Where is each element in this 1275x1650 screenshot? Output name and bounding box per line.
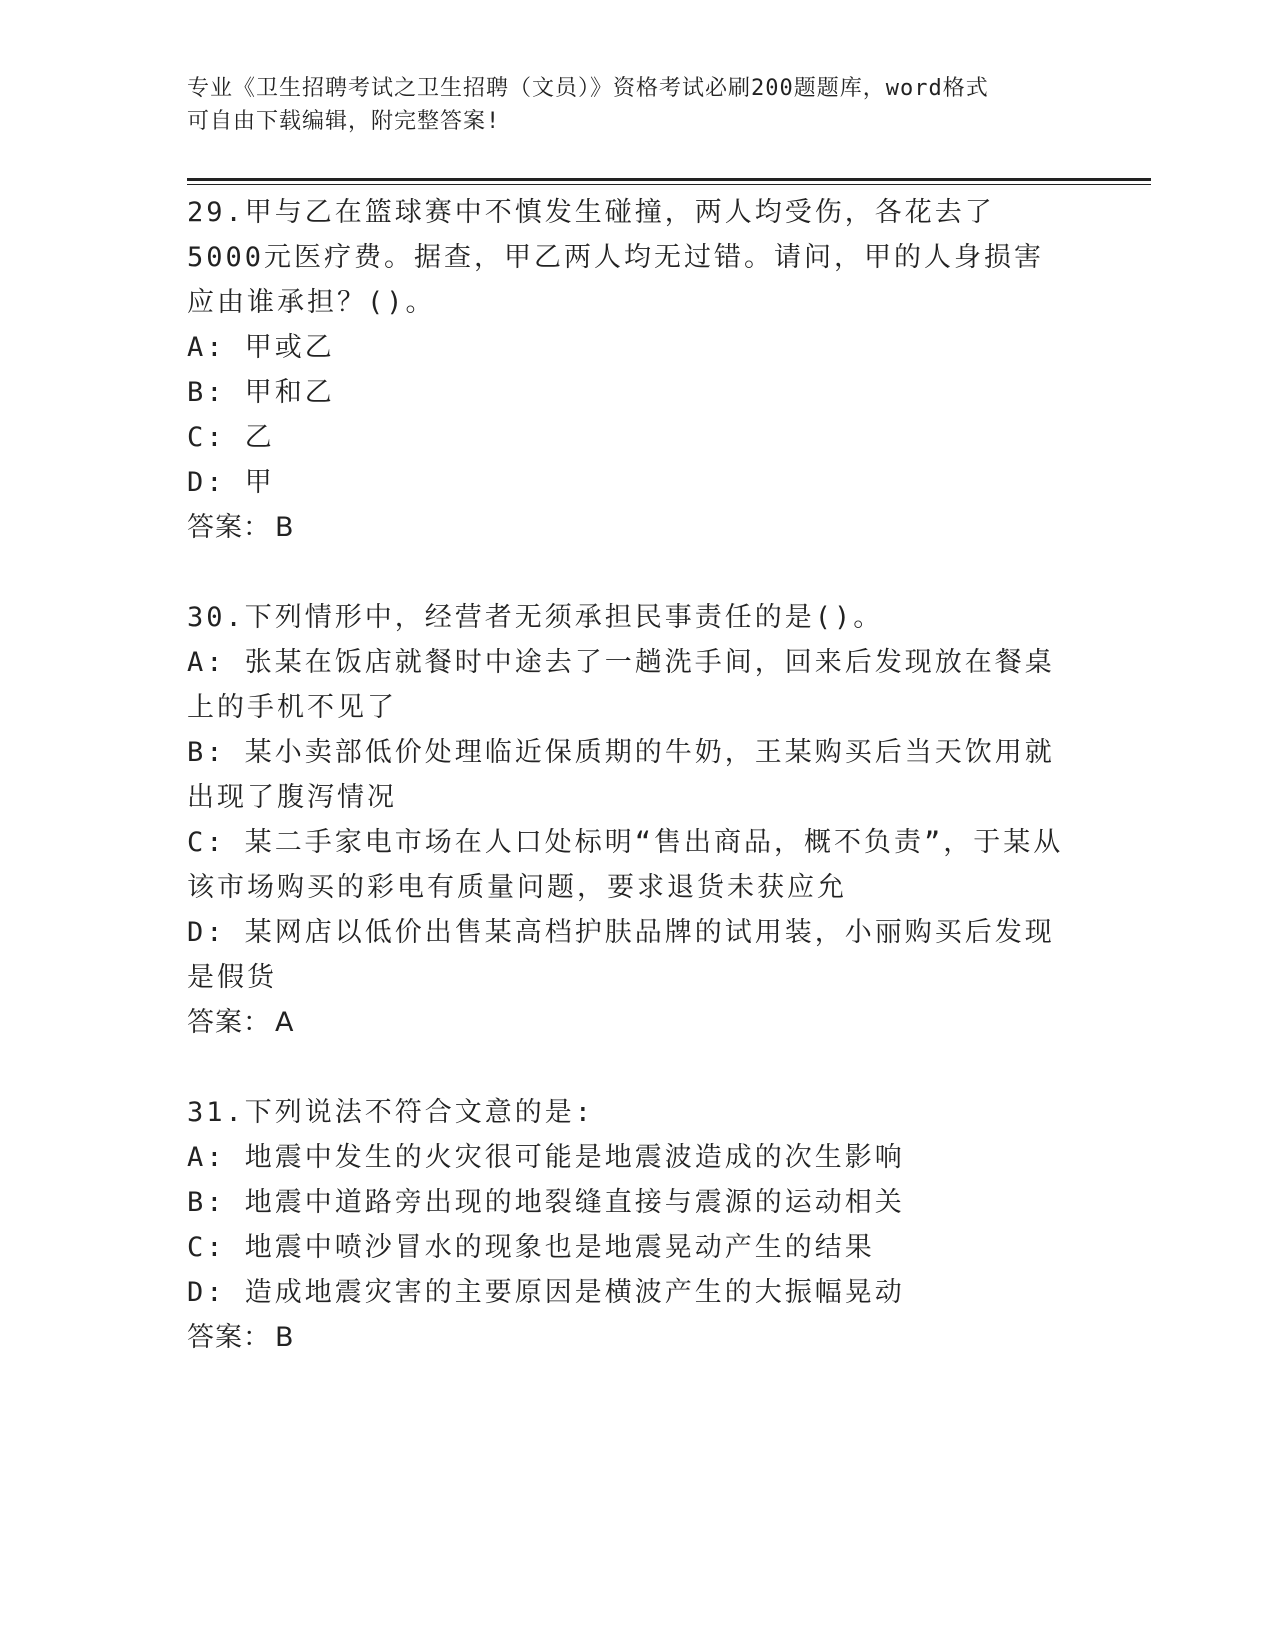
answer-label: 答案： xyxy=(187,1322,271,1353)
answer-line xyxy=(187,1315,1067,1360)
option-b: B: 地震中道路旁出现的地裂缝直接与震源的运动相关 xyxy=(187,1187,905,1218)
question-list xyxy=(187,190,1067,1405)
question-29 xyxy=(187,190,1067,550)
answer-value: B xyxy=(275,1322,295,1353)
question-stem: 29.甲与乙在篮球赛中不慎发生碰撞，两人均受伤，各花去了5000元医疗费。据查，甲乙两人均无过错。请问，甲的人身损害应由谁承担？()。 xyxy=(187,197,1045,318)
option-b: B: 甲和乙 xyxy=(187,377,335,408)
option-c: C: 某二手家电市场在人口处标明“售出商品，概不负责”，于某从该市场购买的彩电有质量问题，要求退货未获应允 xyxy=(187,827,1064,903)
answer-value: A xyxy=(275,1007,295,1038)
header-line-2: 可自由下载编辑，附完整答案! xyxy=(187,109,501,134)
option-c: C: 地震中喷沙冒水的现象也是地震晃动产生的结果 xyxy=(187,1232,875,1263)
option-a: A: 甲或乙 xyxy=(187,332,335,363)
question-30 xyxy=(187,595,1067,1045)
question-stem: 30.下列情形中，经营者无须承担民事责任的是()。 xyxy=(187,602,884,633)
option-b: B: 某小卖部低价处理临近保质期的牛奶，王某购买后当天饮用就出现了腹泻情况 xyxy=(187,737,1055,813)
option-c: C: 乙 xyxy=(187,422,275,453)
answer-label: 答案： xyxy=(187,512,271,543)
answer-value: B xyxy=(275,512,295,543)
header-line-1: 专业《卫生招聘考试之卫生招聘（文员）》资格考试必刷200题题库，word格式 xyxy=(187,76,989,101)
document-header xyxy=(187,72,1087,138)
header-divider-thick xyxy=(187,178,1151,181)
option-a: A: 张某在饭店就餐时中途去了一趟洗手间，回来后发现放在餐桌上的手机不见了 xyxy=(187,647,1055,723)
question-stem: 31.下列说法不符合文意的是: xyxy=(187,1097,595,1128)
header-divider-thin xyxy=(187,184,1151,185)
answer-label: 答案： xyxy=(187,1007,271,1038)
option-d: D: 甲 xyxy=(187,467,275,498)
option-a: A: 地震中发生的火灾很可能是地震波造成的次生影响 xyxy=(187,1142,905,1173)
option-d: D: 某网店以低价出售某高档护肤品牌的试用装，小丽购买后发现是假货 xyxy=(187,917,1055,993)
option-d: D: 造成地震灾害的主要原因是横波产生的大振幅晃动 xyxy=(187,1277,905,1308)
answer-line xyxy=(187,1000,1067,1045)
question-31 xyxy=(187,1090,1067,1360)
answer-line xyxy=(187,505,1067,550)
